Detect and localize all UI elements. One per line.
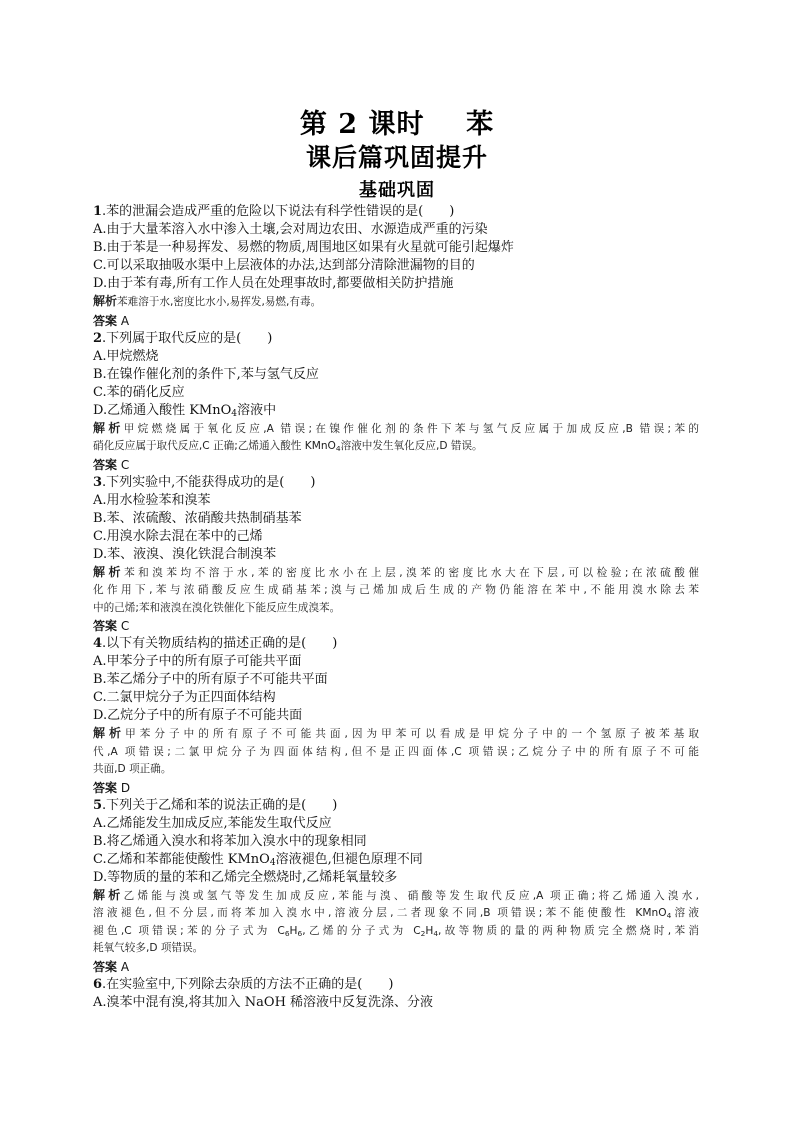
subscript: 4 — [666, 911, 672, 920]
question-2 — [93, 330, 699, 474]
lesson-title — [0, 102, 794, 141]
explanation-line: 代,A 项错误;二氯甲烷分子为四面体结构,但不是正四面体,C 项错误;乙烷分子中的所有原子不可能 — [93, 745, 699, 758]
subscript: 2 — [420, 928, 426, 938]
stem-text: .下列实验中,不能获得成功的是( ) — [102, 474, 316, 490]
option-text: 溶液褪色,但褪色原理不同 — [275, 851, 423, 867]
stem-text: .下列关于乙烯和苯的说法正确的是( ) — [102, 797, 338, 813]
explanation-line: 耗氧气较多,D 项错误。 — [93, 942, 204, 954]
section-heading: 基础巩固 — [359, 180, 435, 201]
explanation-line — [93, 905, 699, 923]
answer-value: C — [120, 619, 130, 633]
title-suffix: 课时 — [368, 109, 425, 140]
answer-value: A — [120, 313, 130, 328]
answer-label: 答案 — [93, 457, 118, 472]
question-stem — [93, 797, 699, 815]
option-a: A.甲苯分子中的所有原子可能共平面 — [93, 654, 302, 669]
stem-text: .以下有关物质结构的描述正确的是( ) — [102, 636, 338, 651]
explain-text: ,乙烯的分子式为 C — [302, 924, 421, 937]
explain-text: 甲苯分子中的所有原子不可能共面,因为甲苯可以看成是甲烷分子中的一个氢原子被苯基取 — [125, 728, 699, 740]
subscript: 6 — [297, 928, 303, 938]
explain-text: 苯和溴苯均不溶于水,苯的密度比水小在上层,溴苯的密度比水大在下层,可以检验;在浓硫酸催 — [124, 566, 699, 579]
option-a: A.乙烯能发生加成反应,苯能发生取代反应 — [93, 815, 332, 831]
option-d: D.由于苯有毒,所有工作人员在处理事故时,都要做相关防护措施 — [93, 276, 454, 291]
option-c: C.可以采取抽吸水渠中上层液体的办法,达到部分清除泄漏物的目的 — [93, 258, 475, 273]
explain-label: 解析 — [93, 294, 118, 308]
explanation-line — [93, 887, 699, 906]
explanation-line — [93, 438, 699, 456]
explain-text: 苯难溶于水,密度比水小,易挥发,易燃,有毒。 — [117, 296, 322, 308]
option-d: D.等物质的量的苯和乙烯完全燃烧时,乙烯耗氧量较多 — [93, 869, 398, 885]
explanation-line — [93, 725, 699, 744]
explain-text: 溶液 — [671, 907, 700, 919]
question-number: 4 — [93, 636, 103, 651]
answer — [93, 312, 699, 330]
option-a: A.溴苯中混有溴,将其加入 NaOH 稀溶液中反复洗涤、分液 — [93, 994, 434, 1010]
explain-label: 解析 — [93, 420, 124, 435]
answer-label: 答案 — [93, 959, 118, 974]
explain-text: 硝化反应属于取代反应,C 正确;乙烯通入酸性 KMnO — [93, 440, 336, 452]
option-d: D.苯、液溴、溴化铁混合制溴苯 — [93, 546, 277, 562]
explain-label: 解析 — [93, 564, 125, 579]
option-b: B.在镍作催化剂的条件下,苯与氢气反应 — [93, 366, 319, 382]
option-text: 溶液中 — [237, 402, 277, 418]
answer-label: 答案 — [93, 780, 118, 795]
option-d — [93, 402, 699, 420]
explain-text: H — [289, 924, 298, 937]
option-text: D.乙烯通入酸性 KMnO — [93, 402, 232, 418]
explain-text: H — [425, 924, 434, 937]
question-stem — [93, 203, 699, 221]
title-prefix: 第 — [299, 109, 328, 140]
explanation — [93, 293, 699, 312]
question-3 — [93, 474, 699, 636]
question-5 — [93, 797, 699, 976]
explanation-line: 共面,D 项正确。 — [93, 763, 172, 775]
option-c: C.二氯甲烷分子为正四面体结构 — [93, 690, 276, 705]
question-6 — [93, 976, 699, 1012]
explain-text: 甲烷燃烧属于氧化反应,A 错误;在镍作催化剂的条件下苯与氢气反应属于加成反应,B 错误;苯的 — [123, 422, 699, 435]
explain-text: 溶液褪色,但不分层,而将苯加入溴水中,溶液分层,二者现象不同,B 项错误;苯不能使酸性 KMnO — [93, 907, 667, 919]
option-text: C.乙烯和苯都能使酸性 KMnO — [93, 851, 270, 867]
option-c: C.用溴水除去混在苯中的己烯 — [93, 528, 263, 544]
title-topic: 苯 — [466, 109, 495, 140]
question-4 — [93, 635, 699, 797]
question-number: 2 — [93, 330, 103, 346]
explain-label: 解析 — [93, 887, 124, 902]
option-b: B.苯、浓硫酸、浓硝酸共热制硝基苯 — [93, 510, 302, 526]
answer — [93, 779, 699, 797]
question-list — [93, 203, 699, 1012]
answer-label: 答案 — [93, 313, 118, 328]
subscript: 4 — [433, 928, 439, 938]
explain-text: 乙烯能与溴或氢气等发生加成反应,苯能与溴、硝酸等发生取代反应,A 项正确;将乙烯通入溴水, — [123, 889, 699, 902]
subscript: 6 — [284, 928, 290, 938]
explain-text: 溶液中发生氧化反应,D 错误。 — [340, 440, 483, 452]
answer — [93, 456, 699, 474]
question-stem — [93, 474, 699, 492]
explain-label: 解析 — [93, 726, 126, 740]
explain-text: ,故等物质的量的两种物质完全燃烧时,苯消 — [438, 924, 699, 937]
question-number: 3 — [93, 474, 103, 490]
question-number: 5 — [93, 797, 103, 813]
stem-text: .在实验室中,下列除去杂质的方法不正确的是( ) — [102, 976, 394, 992]
explanation-line — [93, 564, 699, 583]
question-stem — [93, 635, 699, 653]
stem-text: .下列属于取代反应的是( ) — [102, 330, 273, 346]
question-1 — [93, 203, 699, 330]
explanation-line — [93, 420, 699, 439]
option-b: B.苯乙烯分子中的所有原子不可能共平面 — [93, 672, 328, 687]
question-stem — [93, 976, 699, 994]
option-c: C.苯的硝化反应 — [93, 384, 185, 400]
option-b: B.将乙烯通入溴水和将苯加入溴水中的现象相同 — [93, 833, 367, 849]
answer-value: D — [120, 780, 131, 795]
option-a: A.用水检验苯和溴苯 — [93, 492, 211, 508]
option-a: A.由于大量苯溶入水中渗入土壤,会对周边农田、水源造成严重的污染 — [93, 222, 488, 237]
explain-text: 褪色,C 项错误;苯的分子式为 C — [93, 924, 285, 937]
question-number: 6 — [93, 976, 103, 992]
title-number: 2 — [338, 109, 359, 140]
subscript: 4 — [231, 408, 238, 419]
explanation-line — [93, 923, 699, 941]
option-c — [93, 851, 699, 869]
answer — [93, 958, 699, 976]
answer-value: A — [120, 959, 130, 974]
option-d: D.乙烷分子中的所有原子不可能共面 — [93, 708, 303, 723]
explanation-line: 化作用下,苯与浓硝酸反应生成硝基苯;溴与己烯加成后生成的产物仍能溶在苯中,不能用溴水除去苯 — [93, 584, 699, 596]
option-b: B.由于苯是一种易挥发、易燃的物质,周围地区如果有火星就可能引起爆炸 — [93, 240, 514, 255]
subscript: 4 — [269, 857, 276, 868]
question-stem — [93, 330, 699, 348]
subtitle: 课后篇巩固提升 — [305, 143, 488, 172]
option-a: A.甲烷燃烧 — [93, 348, 159, 364]
answer-label: 答案 — [93, 619, 118, 633]
answer — [93, 617, 699, 635]
explanation-line: 中的己烯;苯和液溴在溴化铁催化下能反应生成溴苯。 — [93, 601, 341, 614]
stem-text: .苯的泄漏会造成严重的危险以下说法有科学性错误的是( ) — [102, 204, 455, 219]
subscript: 4 — [335, 444, 341, 453]
question-number: 1 — [93, 204, 103, 219]
answer-value: C — [120, 457, 130, 472]
